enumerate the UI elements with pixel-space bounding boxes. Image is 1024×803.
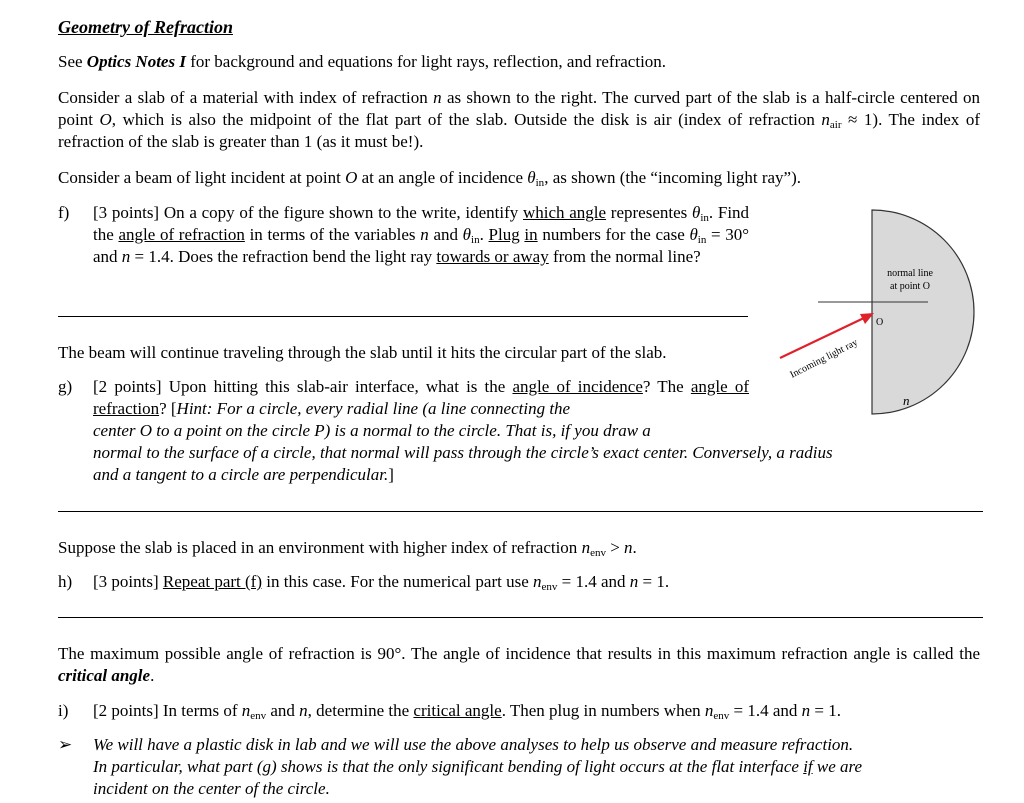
page-title: Geometry of Refraction: [58, 17, 233, 37]
slab-index-label: n: [903, 393, 910, 408]
question-h-label: h): [58, 572, 73, 591]
question-i: [2 points] In terms of $n_{env}$ and n, determine the critical angle. Then plug in numbers when $n_{env} = 1.4$ and n = 1.: [93, 701, 841, 722]
intro-text: See: [58, 52, 83, 71]
normal-line-label-2: at point O: [890, 281, 930, 292]
point-o-label: O: [876, 317, 884, 328]
question-f-label: f): [58, 203, 70, 222]
refraction-figure: [770, 200, 985, 435]
environment-text: Suppose the slab is placed in an environment with higher index of refraction $n_{env} > n$.: [58, 538, 637, 559]
normal-line-label: normal line: [887, 268, 933, 279]
divider-line: [58, 511, 983, 512]
half-disk-slab: [872, 210, 974, 414]
divider-line: [58, 617, 983, 618]
slab-description: Consider a slab of a material with index of refraction n as shown to the right. The curved part of the slab is a half-circle centered on point O, which is also the midpoint of the flat part of the slab. Outside the disk is air (index of refraction $n_{air} \approx 1$). The index of refraction of the slab is greater than 1 (as it must be!).: [58, 88, 981, 151]
question-i-label: i): [58, 701, 69, 720]
bullet-note: We will have a plastic disk in lab and we will use the above analyses to help us observe and measure refraction. In particular, what part (g) shows is that the only significant bending of light occurs at the flat interface if we are incident on the center of the circle.: [93, 735, 863, 798]
question-g-label: g): [58, 377, 73, 396]
bullet-arrow-icon: ➢: [58, 735, 73, 754]
question-h: [3 points] Repeat part (f) in this case. For the numerical part use $n_{env} = 1.4$ and n = 1.: [93, 572, 670, 593]
question-f: [3 points] On a copy of the figure shown to the write, identify which angle representes $\theta_{in}$. Find the angle of refraction in terms of the variables n and $\theta_{in}$. Plug in numbers for the case $\theta_{in} = 30^\circ$ and n = 1.4. Does the refraction bend the light ray towards or away from the normal line?: [93, 203, 750, 266]
ray-label: Incoming light ray: [788, 337, 860, 381]
notes-reference: Optics Notes I: [86, 52, 186, 71]
slab-travel-text: The beam will continue traveling through the slab until it hits the circular part of the slab.: [58, 343, 667, 362]
critical-angle-text: The maximum possible angle of refraction is 90°. The angle of incidence that results in this maximum refraction angle is called the critical angle.: [58, 644, 980, 685]
divider-line: [58, 316, 748, 317]
question-g-hint: center O to a point on the circle P) is a normal to the circle. That is, if you draw a: [93, 421, 651, 440]
beam-description: Consider a beam of light incident at point O at an angle of incidence $\theta_{in}$, as shown (the “incoming light ray”).: [58, 168, 802, 189]
question-g-hint-cont: normal to the surface of a circle, that normal will pass through the circle’s exact center. Conversely, a radius and a tangent to a circle are perpendicular.]: [93, 443, 833, 484]
intro-paragraph: [58, 51, 980, 73]
intro-text-rest: for background and equations for light rays, reflection, and refraction.: [190, 52, 667, 71]
question-g-lines: [2 points] Upon hitting this slab-air interface, what is the angle of incidence? The angle of refraction? [Hint: For a circle, every radial line (a line connecting the: [93, 377, 750, 418]
